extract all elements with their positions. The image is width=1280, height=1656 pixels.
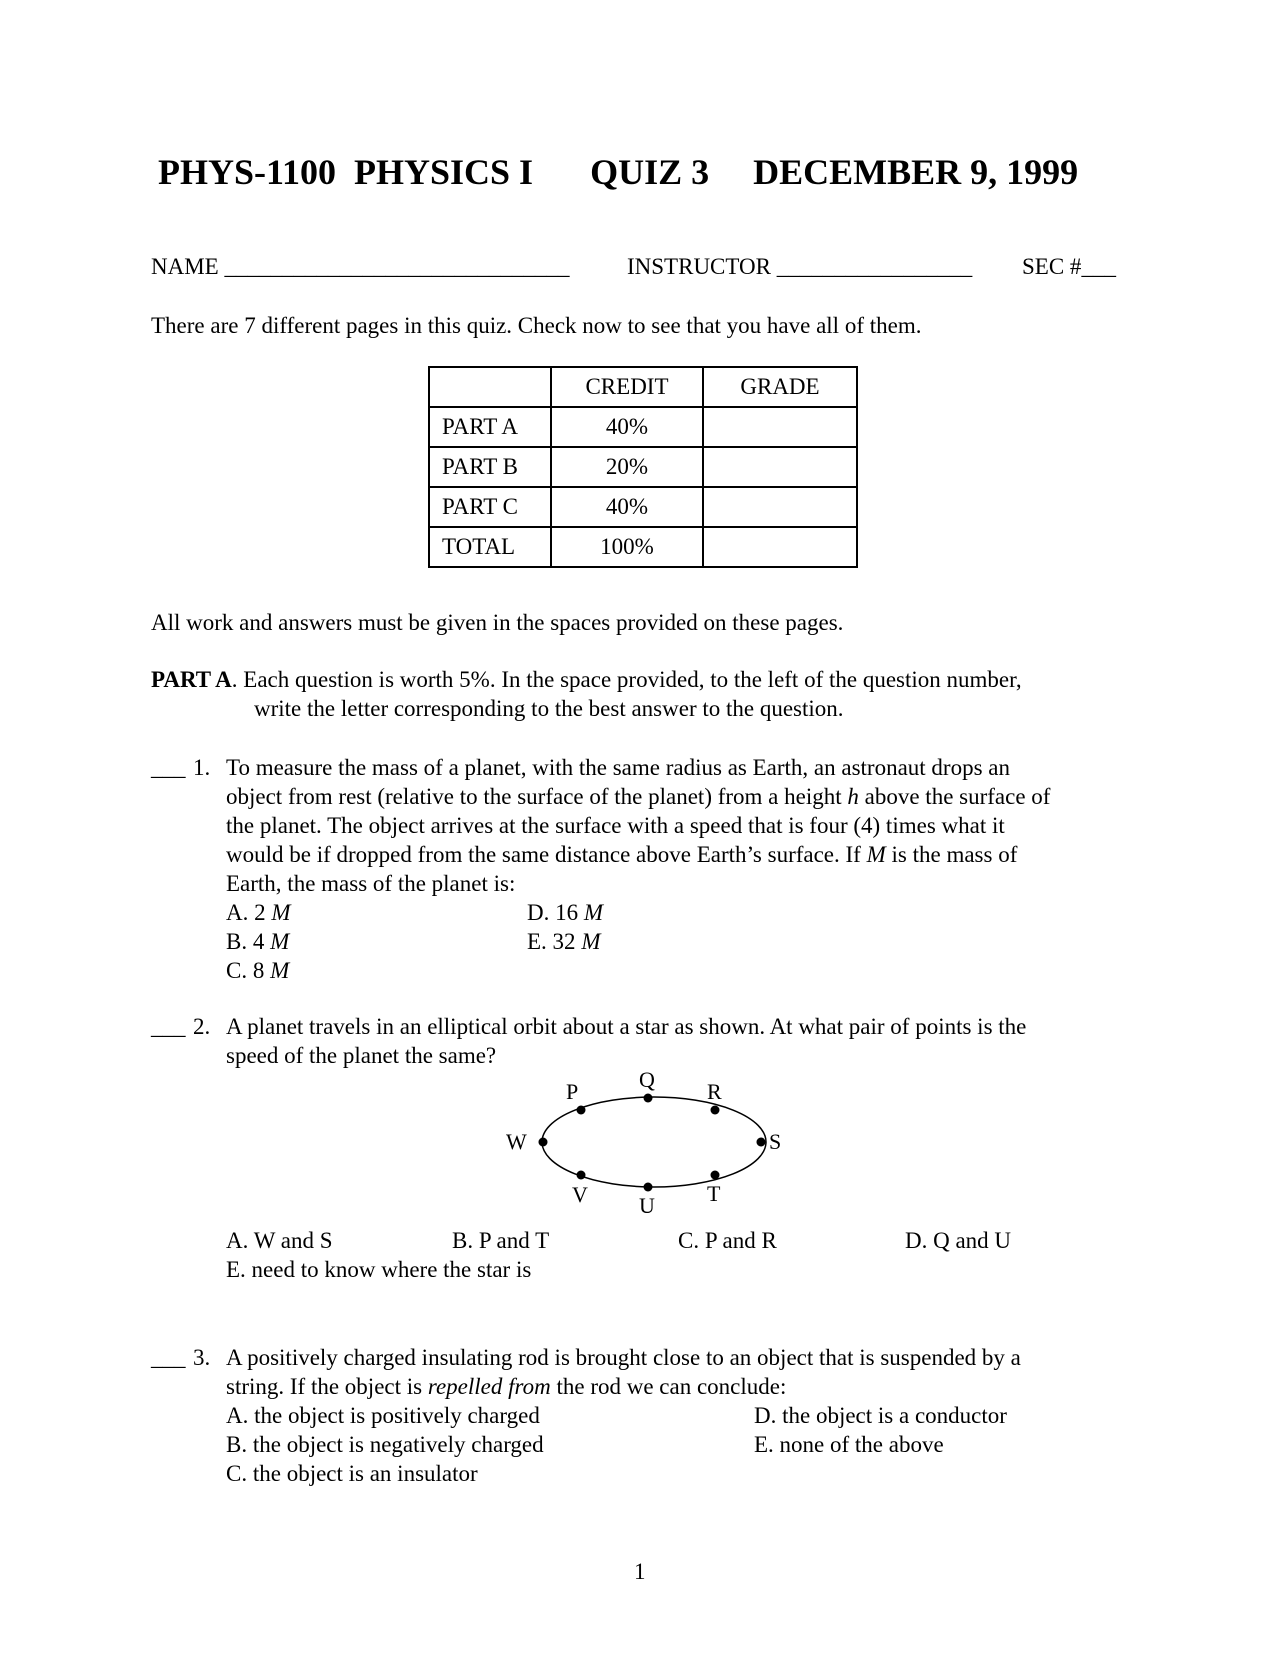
text-span: is the mass of [885,842,1018,867]
quiz-number: QUIZ 3 [590,152,710,192]
orbit-points [539,1094,766,1192]
option-d [527,898,603,927]
table-header-grade: GRADE [703,367,857,407]
option-text: C. 8 [226,958,271,983]
answer-blank[interactable]: ___ [151,755,186,780]
part-a-label: PART A [151,667,232,692]
table-cell-credit: 20% [551,447,703,487]
text-span: above the surface of [858,784,1051,809]
question-number: 3. [193,1345,211,1370]
name-field[interactable]: ______________________________ [224,254,570,279]
question-number: 2. [193,1014,211,1039]
pages-note: There are 7 different pages in this quiz. Check now to see that you have all of them. [151,313,922,338]
quiz-title [158,150,1078,194]
point-r-dot [711,1106,720,1115]
label-q: Q [639,1067,655,1092]
question-1-text [226,753,1126,898]
variable-m: M [583,900,604,925]
point-t-dot [711,1171,720,1180]
question-line: speed of the planet the same? [226,1043,497,1068]
student-info-line [151,252,569,281]
variable-m: M [581,929,601,954]
question-line [226,782,1126,811]
instructor-label: INSTRUCTOR [627,254,777,279]
table-cell-part: PART C [429,487,551,527]
quiz-date: DECEMBER 9, 1999 [753,152,1079,192]
section-field[interactable]: ___ [1081,254,1116,279]
option-e: E. need to know where the star is [226,1257,532,1282]
table-row [429,407,857,447]
text-span: the rod we can conclude: [550,1374,787,1399]
variable-h: h [847,784,859,809]
option-a [226,898,291,927]
question-line: the planet. The object arrives at the surface with a speed that is four (4) times what it [226,813,1005,838]
table-cell-grade [703,527,857,567]
question-line [226,1372,1126,1401]
option-b: B. the object is negatively charged [226,1432,544,1457]
option-d: D. the object is a conductor [754,1403,1007,1428]
label-t: T [707,1181,721,1206]
table-cell-part: PART A [429,407,551,447]
section-label: SEC # [1022,254,1082,279]
label-r: R [707,1079,722,1104]
table-header-credit: CREDIT [551,367,703,407]
point-u-dot [644,1183,653,1192]
option-c: C. the object is an insulator [226,1461,478,1486]
emphasis-text: repelled from [427,1374,551,1399]
label-u: U [639,1193,655,1218]
label-s: S [769,1129,782,1154]
table-row [429,447,857,487]
question-number: 1. [193,755,211,780]
option-d: D. Q and U [905,1228,1012,1253]
part-a-line-2: write the letter corresponding to the best answer to the question. [254,696,844,721]
question-line [226,840,1126,869]
option-text: D. 16 [527,900,584,925]
question-line: A planet travels in an elliptical orbit about a star as shown. At what pair of points is the [226,1014,1027,1039]
table-cell-credit: 100% [551,527,703,567]
point-p-dot [577,1106,586,1115]
option-text: E. 32 [527,929,582,954]
table-row [429,527,857,567]
point-w-dot [539,1138,548,1147]
variable-m: M [270,958,290,983]
course-title: PHYS-1100 PHYSICS I [158,152,534,192]
point-v-dot [577,1171,586,1180]
question-2-text [226,1012,1126,1070]
table-header-cell [429,367,551,407]
elliptical-orbit-diagram [496,1066,806,1226]
table-cell-part: PART B [429,447,551,487]
name-label: NAME [151,254,225,279]
variable-m: M [866,842,886,867]
label-v: V [572,1182,588,1207]
instructor-group [627,252,972,281]
label-p: P [566,1079,579,1104]
table-row [429,487,857,527]
part-a-instructions [151,665,1022,694]
option-text: A. 2 [226,900,272,925]
instructor-field[interactable]: _________________ [776,254,973,279]
orbit-ellipse [542,1097,766,1187]
table-cell-credit: 40% [551,487,703,527]
question-3-text [226,1343,1126,1401]
part-a-line-1: . Each question is worth 5%. In the space provided, to the left of the question number, [231,667,1022,692]
work-note: All work and answers must be given in the spaces provided on these pages. [151,610,844,635]
variable-m: M [271,900,291,925]
question-line: To measure the mass of a planet, with the same radius as Earth, an astronaut drops an [226,755,1010,780]
variable-m: M [270,929,290,954]
option-e: E. none of the above [754,1432,944,1457]
table-cell-grade [703,487,857,527]
point-q-dot [644,1094,653,1103]
question-line: Earth, the mass of the planet is: [226,871,516,896]
table-cell-grade [703,447,857,487]
text-span: would be if dropped from the same distance above Earth’s surface. If [226,842,867,867]
option-e [527,927,600,956]
option-b [226,927,289,956]
table-header-row [429,367,857,407]
option-text: B. 4 [226,929,271,954]
text-span: string. If the object is [226,1374,428,1399]
label-w: W [506,1129,527,1154]
answer-blank[interactable]: ___ [151,1345,186,1370]
option-c [226,956,289,985]
option-a: A. W and S [226,1228,333,1253]
table-cell-part: TOTAL [429,527,551,567]
option-a: A. the object is positively charged [226,1403,540,1428]
answer-blank[interactable]: ___ [151,1014,186,1039]
page-number: 1 [634,1559,646,1584]
option-b: B. P and T [452,1228,550,1253]
question-line: A positively charged insulating rod is brought close to an object that is suspended by a [226,1345,1021,1370]
section-group [1022,252,1116,281]
text-span: object from rest (relative to the surface of the planet) from a height [226,784,848,809]
point-s-dot [757,1138,766,1147]
table-cell-grade [703,407,857,447]
table-cell-credit: 40% [551,407,703,447]
option-c: C. P and R [678,1228,777,1253]
grade-table [428,366,858,568]
